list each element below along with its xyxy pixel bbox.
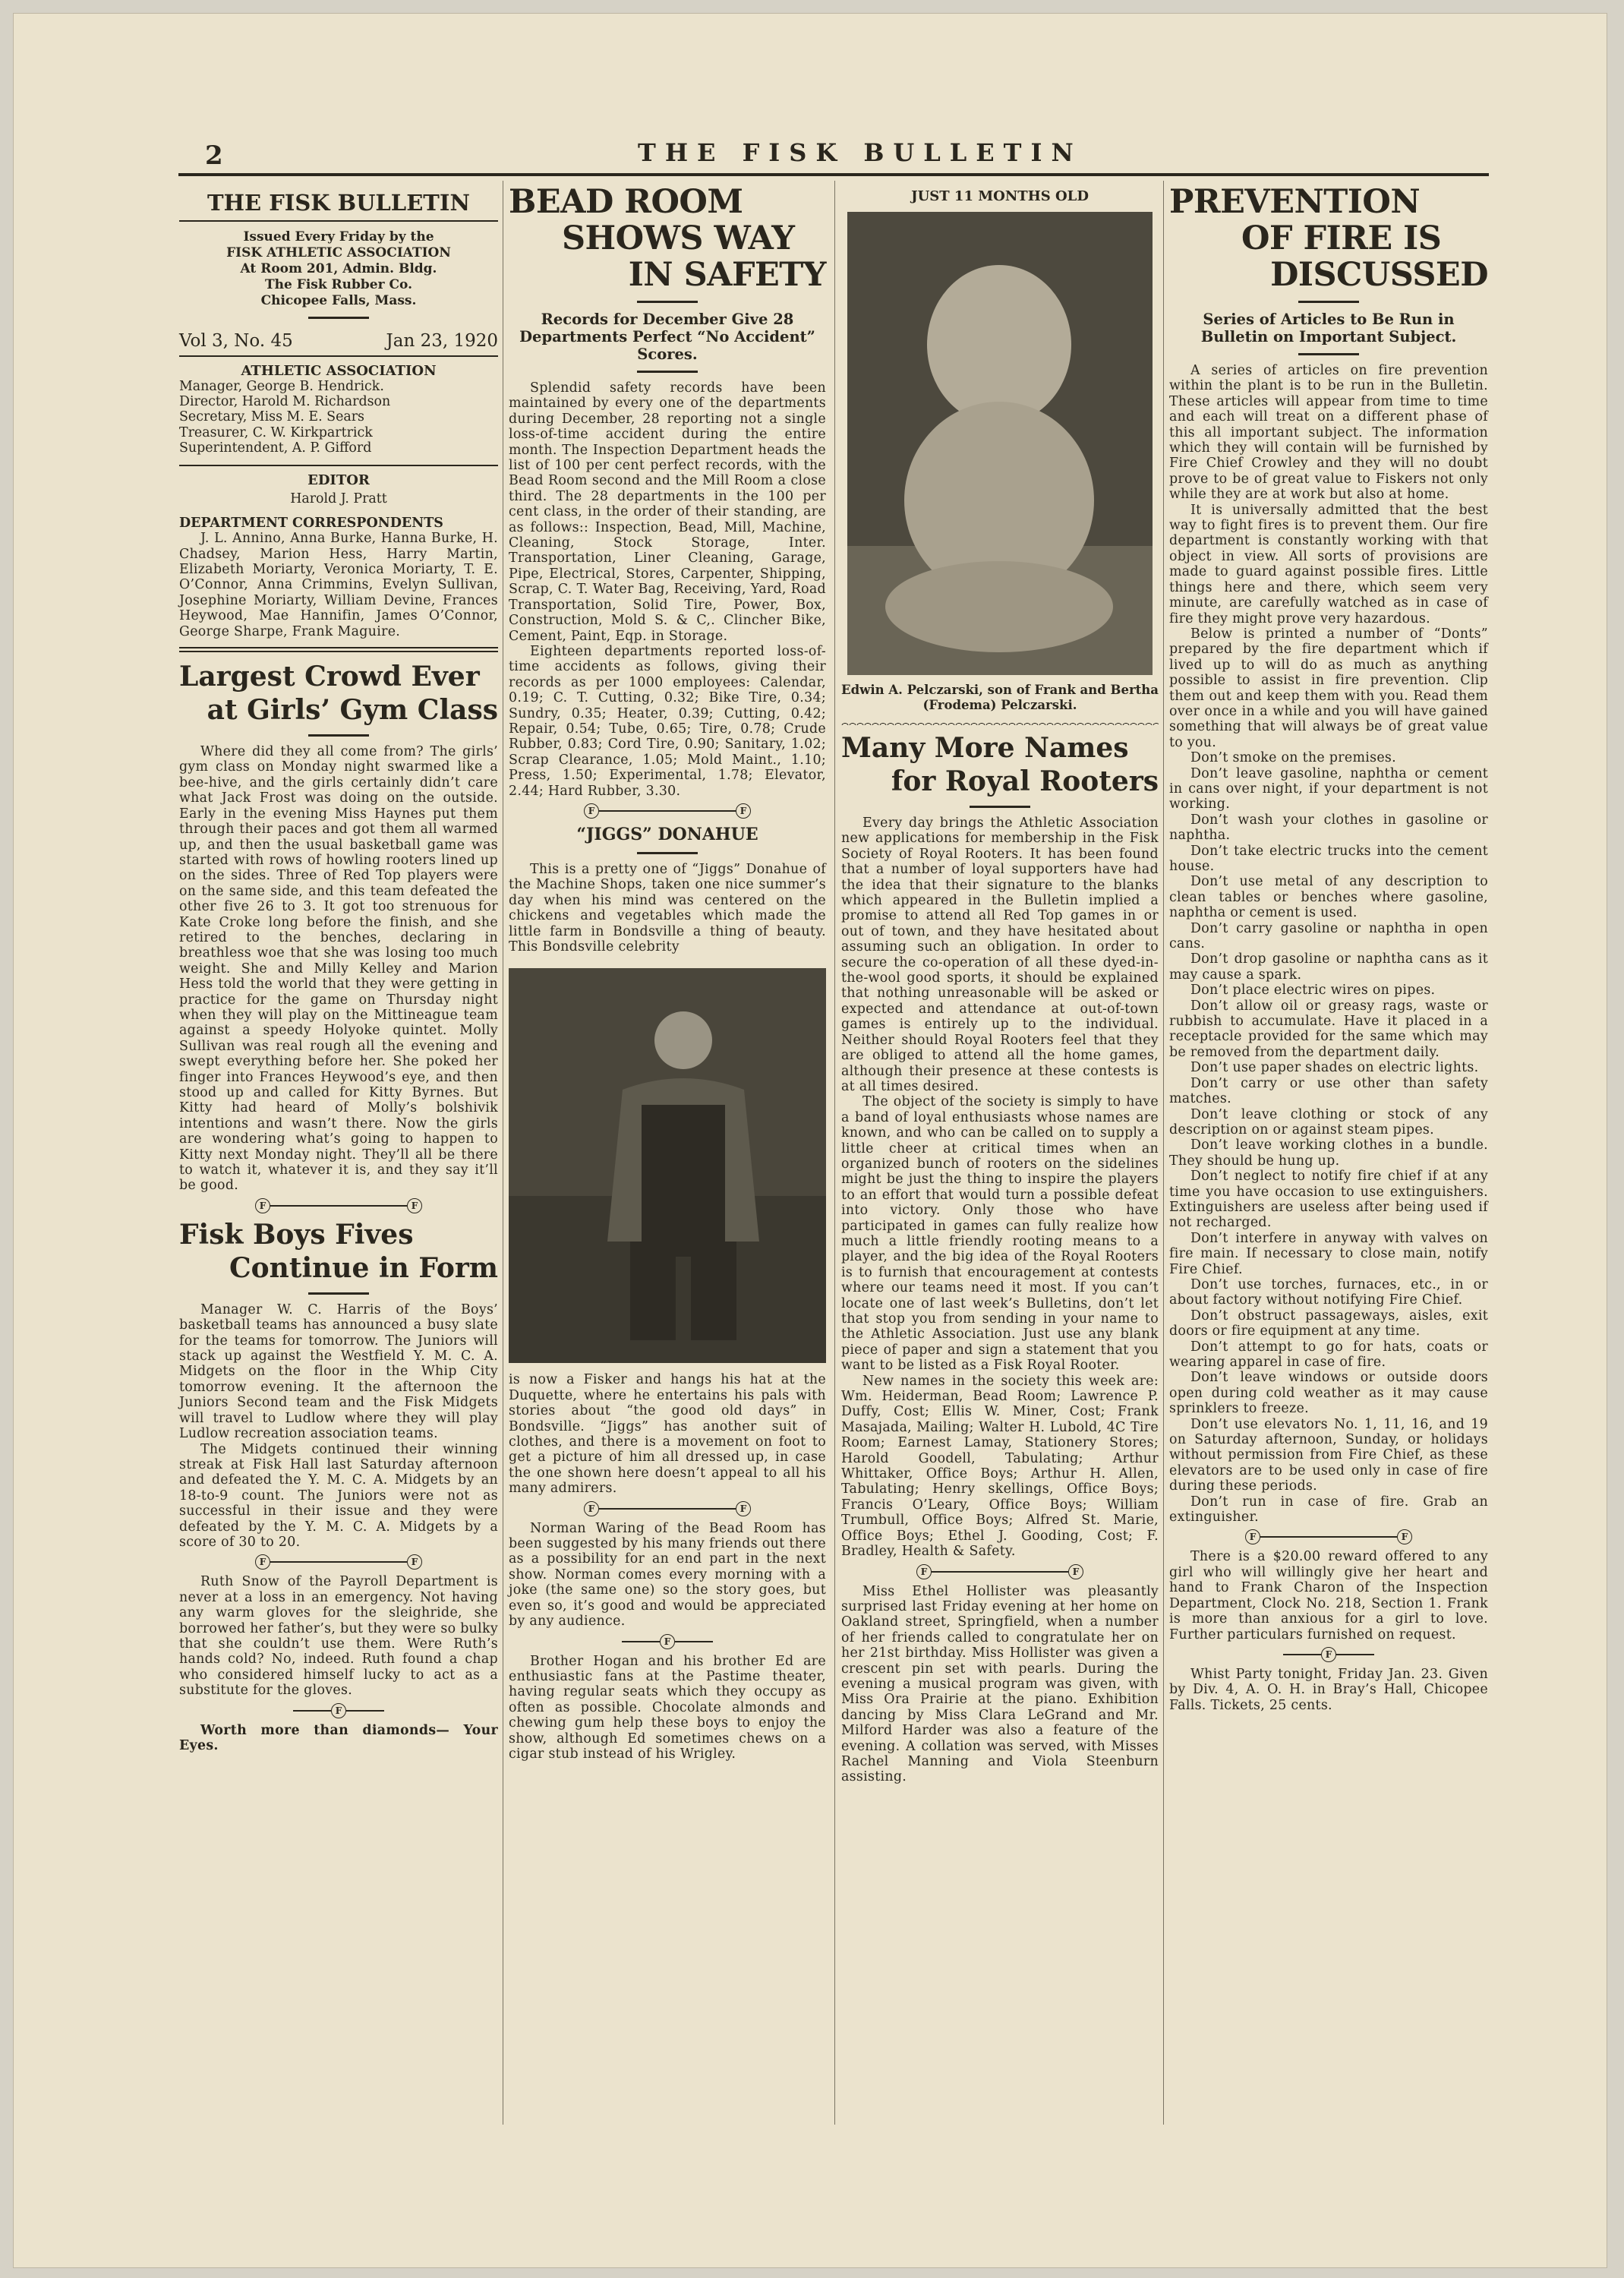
fire-paragraph: Don’t leave working clothes in a bundle. They should be hung up. (1169, 1137, 1488, 1169)
fisk-f-icon: F (584, 803, 599, 819)
short-rule (637, 371, 698, 373)
short-rule (1298, 353, 1359, 355)
rule (179, 465, 498, 466)
fire-paragraph: Don’t drop gasoline or naphtha cans as it may cause a spark. (1169, 951, 1488, 983)
jiggs-headline: “JIGGS” DONAHUE (576, 824, 758, 844)
officer: Manager, George B. Hendrick. (179, 379, 384, 394)
norman-item: Norman Waring of the Bead Room has been suggested by his many friends out there as a possibility for an end part in the next show. Norman comes every morning with a joke (the same one) so the story goes, but even so, it’s good and would be appreciated by any audience. (509, 1520, 826, 1630)
fire-paragraph: Don’t leave gasoline, naphtha or cement in cans over night, if your department is not working. (1169, 765, 1488, 812)
rule-line (1283, 1654, 1321, 1655)
fisk-f-icon: F (736, 1501, 751, 1516)
rule-line (1260, 1536, 1397, 1538)
fisk-f-icon: F (660, 1634, 675, 1649)
short-rule (308, 1292, 369, 1295)
bead-headline-line-2: SHOWS WAY (562, 219, 795, 257)
f-ornament-rule (509, 1501, 826, 1516)
baby-portrait-icon (847, 212, 1153, 675)
fisk-f-icon: F (1397, 1529, 1412, 1544)
f-ornament-rule (179, 1198, 498, 1213)
officer: Director, Harold M. Richardson (179, 394, 391, 410)
bead-headline-line-1: BEAD ROOM (509, 183, 743, 221)
double-rule (179, 647, 498, 652)
box-line: Issued Every Friday by the (243, 229, 434, 245)
fire-paragraph: Don’t use elevators No. 1, 11, 16, and 19 on Saturday afternoon, Sunday, or holidays without permission from Fire Chief, as these elevators are to be used only in case of fire during these periods. (1169, 1416, 1488, 1494)
fire-paragraph: Don’t neglect to notify fire chief if at any time you have occasion to use extinguishers. Extinguishers are useless after being used if not recharged. (1169, 1169, 1488, 1231)
boys-paragraph: The Midgets continued their winning streak at Fisk Hall last Saturday afternoon and defeated the Y. M. C. A. Midgets by an 18-to-9 count. The Juniors were not as successful in their issue and they were defeated by the Y. M. C. A. Midgets by a score of 30 to 20. (179, 1441, 498, 1550)
jiggs-paragraph: This is a pretty one of “Jiggs” Donahue of the Machine Shops, taken one nice summer’s day when his mind was centered on the chickens and vegetables which made the little farm in Bondsville a thing of beauty. This Bondsville celebrity (509, 861, 826, 954)
short-rule (637, 301, 698, 303)
fire-paragraph: Don’t leave clothing or stock of any description on or against steam pipes. (1169, 1106, 1488, 1137)
fire-paragraph: Don’t obstruct passageways, aisles, exit doors or fire equipment at any time. (1169, 1308, 1488, 1339)
bead-deck: Records for December Give 28 Departments Perfect “No Accident” Scores. (519, 311, 815, 363)
masthead-rule (178, 173, 1489, 176)
fire-paragraph: Don’t carry gasoline or naphtha in open cans. (1169, 920, 1488, 952)
wavy-rule (841, 719, 1159, 725)
ruth-snow-item: Ruth Snow of the Payroll Department is never at a loss in an emergency. Not having any warm gloves for the sleighride, she borrowed her father’s, but they were so bulky that she couldn’t use them. Were Ruth’s hands cold? No, indeed. Ruth found a chap who considered himself lucky to act as a substitute for the gloves. (179, 1574, 498, 1699)
jiggs-photo (509, 968, 826, 1363)
f-ornament-rule (1169, 1529, 1488, 1544)
rule-line (346, 1710, 384, 1712)
rule-line (1336, 1654, 1374, 1655)
rooters-paragraph: Every day brings the Athletic Association new applications for membership in the Fisk Society of Royal Rooters. It has been found that a number of loyal supporters have had the idea that their signature to the blanks which appeared in the Bulletin implied a promise to attend all Red Top games in or out of town, and they have hesitated about assuming such an obligation. In order to secure the co-operation of all these dyed-in-the-wool good sports, it should be explained that nothing unreasonable will be asked or expected and attendance at out-of-town games is entirely up to the individual. Neither should Royal Rooters feel that they are obliged to attend all the home games, although their presence at these contests is at all times desired. (841, 816, 1159, 1094)
boys-paragraph: Manager W. C. Harris of the Boys’ basketball teams has announced a busy slate for the teams for tomorrow. The Juniors will stack up against the Westfield Y. M. C. A. Midgets on the floor in the Whip City tomorrow evening. It the afternoon the Juniors Second team and the Fisk Midgets will travel to Ludlow where they will play Ludlow recreation association teams. (179, 1301, 498, 1442)
short-rule (1298, 301, 1359, 303)
page-number: 2 (205, 140, 223, 171)
officer: Treasurer, C. W. Kirkpartrick (179, 424, 373, 440)
fire-paragraph: Don’t use torches, furnaces, etc., in or about factory without notifying Fire Chief. (1169, 1276, 1488, 1308)
f-ornament-rule (841, 1564, 1159, 1579)
box-line: At Room 201, Admin. Bldg. (240, 261, 437, 276)
fire-headline-line-2: OF FIRE IS (1241, 219, 1442, 257)
box-line: The Fisk Rubber Co. (265, 277, 412, 292)
fire-paragraph: Don’t leave windows or outside doors open during cold weather as it may cause sprinklers to freeze. (1169, 1370, 1488, 1417)
fisk-f-icon: F (736, 803, 751, 819)
correspondents-heading: DEPARTMENT CORRESPONDENTS (179, 516, 443, 532)
rooters-paragraph: New names in the society this week are: Wm. Heiderman, Bead Room; Lawrence P. Duffy, Cost; Ellis W. Miner, Cost; Frank Masajada, Mailing; Walter H. Lubold, 4C Tire Room; Earnest Lamay, Stationery Stores; Harold Goodell, Tabulating; Arthur Whittaker, Office Boys; Arthur H. Allen, Tabulating; Henry skellings, Office Boys; Francis O’Leary, Office Boys; William Trumbull, Office Boys; Alfred St. Marie, Office Boys; Ethel J. Gooding, Cost; F. Bradley, Health & Safety. (841, 1373, 1159, 1560)
rule-line (599, 810, 736, 812)
fire-paragraph: Don’t attempt to go for hats, coats or wearing apparel in case of fire. (1169, 1339, 1488, 1370)
f-ornament-rule (509, 803, 826, 819)
bead-paragraph: Eighteen departments reported loss-of-time accidents as follows, giving their records as per 1000 employees: Calendar, 0.19; C. T. Cutting, 0.32; Bike Tire, 0.34; Sundry, 0.35; Heater, 0.39; Cutting, 0.42; Repair, 0.54; Tube, 0.65; Tire, 0.78; Crude Rubber, 0.83; Cord Tire, 0.90; Sanitary, 1.02; Scrap Clearance, 1.05; Mold Maint., 1.10; Press, 1.50; Experimental, 1.78; Elevator, 2.44; Hard Rubber, 3.30. (509, 643, 826, 799)
short-rule (637, 852, 698, 854)
fire-article-body (1169, 363, 1488, 1525)
rule-line (270, 1205, 407, 1207)
baby-photo (847, 212, 1153, 675)
rule-line (622, 1641, 660, 1642)
fire-paragraph: Don’t smoke on the premises. (1190, 750, 1396, 766)
fire-paragraph: Below is printed a number of “Donts” prepared by the fire department which if lived up to will do as much as anything possible to assist in fire prevention. Clip them out and keep them with you. Read them over once in a while and you will have gained something that will always be of great value to you. (1169, 626, 1488, 750)
man-portrait-icon (509, 968, 826, 1363)
bead-headline-line-3: IN SAFETY (628, 256, 826, 294)
f-ornament-rule (179, 1554, 498, 1570)
fisk-f-icon: F (331, 1703, 346, 1718)
running-masthead: THE FISK BULLETIN (638, 138, 1083, 167)
f-ornament-rule (179, 1703, 498, 1718)
rule-line (293, 1710, 331, 1712)
fire-paragraph: A series of articles on fire prevention within the plant is to be run in the Bulletin. These articles will appear from time to time and each will treat on a different phase of this all important subject. The information which they will contain will be furnished by Fire Chief Crowley and they will no doubt prove to be of great value to Fiskers not only while they are at work but also at home. (1169, 363, 1488, 503)
diamonds-item: Worth more than diamonds— Your Eyes. (179, 1722, 498, 1753)
bead-paragraph: Splendid safety records have been maintained by every one of the departments during December, 28 reporting not a single loss-of-time accident during the entire month. The Inspection Department heads the list of 100 per cent perfect records, with the Bead Room second and the Mill Room a close third. The 28 departments in the 100 per cent class, in the order of their standing, are as follows:: Inspection, Bead, Mill, Machine, Cleaning, Stock Storage, Inter. Transportation, Liner Cleaning, Garage, Pipe, Electrical, Stores, Carpenter, Shipping, Scrap, C. T. Water Bag, Receiving, Yard, Road Transportation, Solid Tire, Power, Box, Construction, Mold S. & C,. Clincher Bike, Cement, Paint, Eqp. in Storage. (509, 380, 826, 644)
fire-paragraph: Don’t run in case of fire. Grab an extinguisher. (1169, 1494, 1488, 1526)
fire-paragraph: Don’t allow oil or greasy rags, waste or rubbish to accumulate. Have it placed in a receptacle provided for the same which may be removed from the department daily. (1169, 998, 1488, 1060)
box-line: FISK ATHLETIC ASSOCIATION (226, 245, 451, 260)
fire-paragraph: It is universally admitted that the best way to fight fires is to prevent them. Our fire department is constantly working with that object in view. All sorts of provisions are made to guard against possible fires. Little things here and there, which seem very minute, are carefully watched as in case of fire they might prove very hazardous. (1169, 502, 1488, 626)
rooters-headline-line-2: for Royal Rooters (891, 765, 1159, 797)
fire-paragraph: Don’t use metal of any description to clean tables or benches where gasoline, naphtha or cement is used. (1169, 874, 1488, 921)
volume-date-row (179, 327, 498, 357)
f-ornament-rule (1169, 1647, 1488, 1662)
rule-line (675, 1641, 713, 1642)
fisk-f-icon: F (584, 1501, 599, 1516)
rule-line (932, 1571, 1068, 1573)
baby-photo-heading: JUST 11 MONTHS OLD (911, 188, 1089, 204)
rule-line (270, 1561, 407, 1563)
jiggs-paragraph: is now a Fisker and hangs his hat at the Duquette, where he entertains his pals with stories about “the good old days” in Bondsville. “Jiggs” has another suit of clothes, and there is a movement on foot to get a picture of him all dressed up, in case the one shown here doesn’t appeal to all his many admirers. (509, 1372, 826, 1497)
volume-number: Vol 3, No. 45 (179, 331, 293, 351)
f-ornament-rule (509, 1634, 826, 1649)
rooters-headline-line-1: Many More Names (841, 732, 1129, 764)
fisk-f-icon: F (1068, 1564, 1083, 1579)
rule-line (599, 1508, 736, 1510)
gym-headline-line-1: Largest Crowd Ever (179, 661, 480, 693)
fisk-f-icon: F (1245, 1529, 1260, 1544)
fisk-f-icon: F (916, 1564, 932, 1579)
fire-paragraph: Don’t use paper shades on electric lights. (1190, 1060, 1479, 1076)
column-divider (834, 181, 835, 2125)
column-divider (1163, 181, 1164, 2125)
fire-headline-line-3: DISCUSSED (1270, 256, 1488, 294)
rooters-paragraph: The object of the society is simply to have a band of loyal enthusiasts whose names are known, and who can be called on to supply a little cheer at critical times when an organized bunch of rooters on the sidelines might be just the thing to inspire the players to an effort that would turn a possible defeat into victory. Only those who have participated in games can fully realize how much a little friendly rooting means to a player, and the big idea of the Royal Rooters is to furnish that encouragement at contests where our teams need it most. If you can’t locate one of last week’s Bulletins, don’t let that stop you from sending in your name to the Athletic Association. Just use any blank piece of paper and sign a statement that you want to be listed as a Fisk Royal Rooter. (841, 1094, 1159, 1374)
correspondents-list: J. L. Annino, Anna Burke, Hanna Burke, H. Chadsey, Marion Hess, Harry Martin, Elizabeth Moriarty, Veronica Moriarty, T. E. O’Connor, Anna Crimmins, Evelyn Sullivan, Josephine Moriarty, William Devine, Frances Heywood, Mae Hannifin, James O’Connor, George Sharpe, Frank Maguire. (179, 531, 498, 639)
fire-deck: Series of Articles to Be Run in Bulletin on Important Subject. (1200, 311, 1457, 345)
fisk-f-icon: F (407, 1554, 422, 1570)
column-2 (509, 182, 826, 1762)
baby-caption: Edwin A. Pelczarski, son of Frank and Bertha (Frodema) Pelczarski. (841, 683, 1159, 712)
hollister-item: Miss Ethel Hollister was pleasantly surprised last Friday evening at her home on Oakland street, Springfield, when a number of her friends called to congratulate her on her 21st birthday. Miss Hollister was given a crescent pin set with pearls. During the evening a musical program was given, with Miss Ora Prairie at the piano. Exhibition dancing by Miss Clara LeGrand and Mr. Milford Harder was also a feature of the evening. A collation was served, with Misses Rachel Manning and Viola Steenburn assisting. (841, 1583, 1159, 1785)
column-1 (179, 182, 498, 1753)
short-rule (308, 317, 369, 319)
short-rule (308, 734, 369, 737)
fire-headline-line-1: PREVENTION (1169, 183, 1421, 221)
athletic-association-heading: ATHLETIC ASSOCIATION (241, 363, 437, 379)
reward-item: There is a $20.00 reward offered to any girl who will willingly give her heart and hand to Frank Charon of the Inspection Department, Clock No. 218, Section 1. Frank is more than anxious for a girl to love. Further particulars furnished on request. (1169, 1549, 1488, 1642)
hogan-item: Brother Hogan and his brother Ed are enthusiastic fans at the Pastime theater, having regular seats which they occupy as often as possible. Chocolate almonds and chewing gum help these boys to enjoy the show, although Ed sometimes chews on a cigar stub instead of his Wrigley. (509, 1653, 826, 1762)
fire-paragraph: Don’t wash your clothes in gasoline or naphtha. (1169, 812, 1488, 844)
editor-heading: EDITOR (307, 472, 370, 489)
editor-name: Harold J. Pratt (290, 491, 387, 507)
officer: Superintendent, A. P. Gifford (179, 440, 372, 456)
officer: Secretary, Miss M. E. Sears (179, 409, 364, 425)
gym-article-body: Where did they all come from? The girls’ gym class on Monday night swarmed like a bee-hive, and the girls certainly didn’t care what Jack Frost was doing on the outside. Early in the evening Miss Haynes put them through their paces and got them all warmed up, and then the usual basketball game was started with rows of howling rooters lined up on the sides. Three of Red Top players were on the same side, and this team defeated the other five 26 to 3. It got too strenuous for Kate Croke long before the finish, and she retired to the benches, declaring in breathless woe that she was losing too much weight. She and Milly Kelley and Marion Hess told the world that they were getting in practice for the game on Thursday night when they will play on the Mittineague team against a speedy Holyoke quintet. Molly Sullivan was real rough all the evening and swept everything before her. She poked her finger into Frances Heywood’s eye, and then stood up and called for Kitty Byrnes. But Kitty had heard of Molly’s bolshivik intentions and wasn’t there. Now the girls are wondering what’s going to happen to Kitty next Monday night. They’ll all be there to watch it, whatever it is, and they say it’ll be good. (179, 744, 498, 1194)
whist-party-item: Whist Party tonight, Friday Jan. 23. Given by Div. 4, A. O. H. in Bray’s Hall, Chicopee Falls. Tickets, 25 cents. (1169, 1666, 1488, 1713)
bulletin-box-title: THE FISK BULLETIN (179, 184, 498, 222)
boys-headline-line-2: Continue in Form (229, 1251, 498, 1284)
gym-headline-line-2: at Girls’ Gym Class (207, 694, 498, 727)
fire-paragraph: Don’t carry or use other than safety matches. (1169, 1075, 1488, 1107)
fisk-f-icon: F (255, 1554, 270, 1570)
column-3 (841, 182, 1159, 1785)
fisk-f-icon: F (255, 1198, 270, 1213)
fire-paragraph: Don’t place electric wires on pipes. (1190, 983, 1436, 999)
column-4 (1169, 182, 1488, 1713)
short-rule (970, 806, 1030, 808)
issue-date: Jan 23, 1920 (386, 331, 498, 351)
box-line: Chicopee Falls, Mass. (260, 293, 417, 308)
officers-list (179, 379, 498, 456)
boys-headline-line-1: Fisk Boys Fives (179, 1218, 414, 1251)
fire-paragraph: Don’t take electric trucks into the cement house. (1169, 843, 1488, 874)
fisk-f-icon: F (1321, 1647, 1336, 1662)
fire-paragraph: Don’t interfere in anyway with valves on fire main. If necessary to close main, notify Fire Chief. (1169, 1230, 1488, 1277)
fisk-f-icon: F (407, 1198, 422, 1213)
